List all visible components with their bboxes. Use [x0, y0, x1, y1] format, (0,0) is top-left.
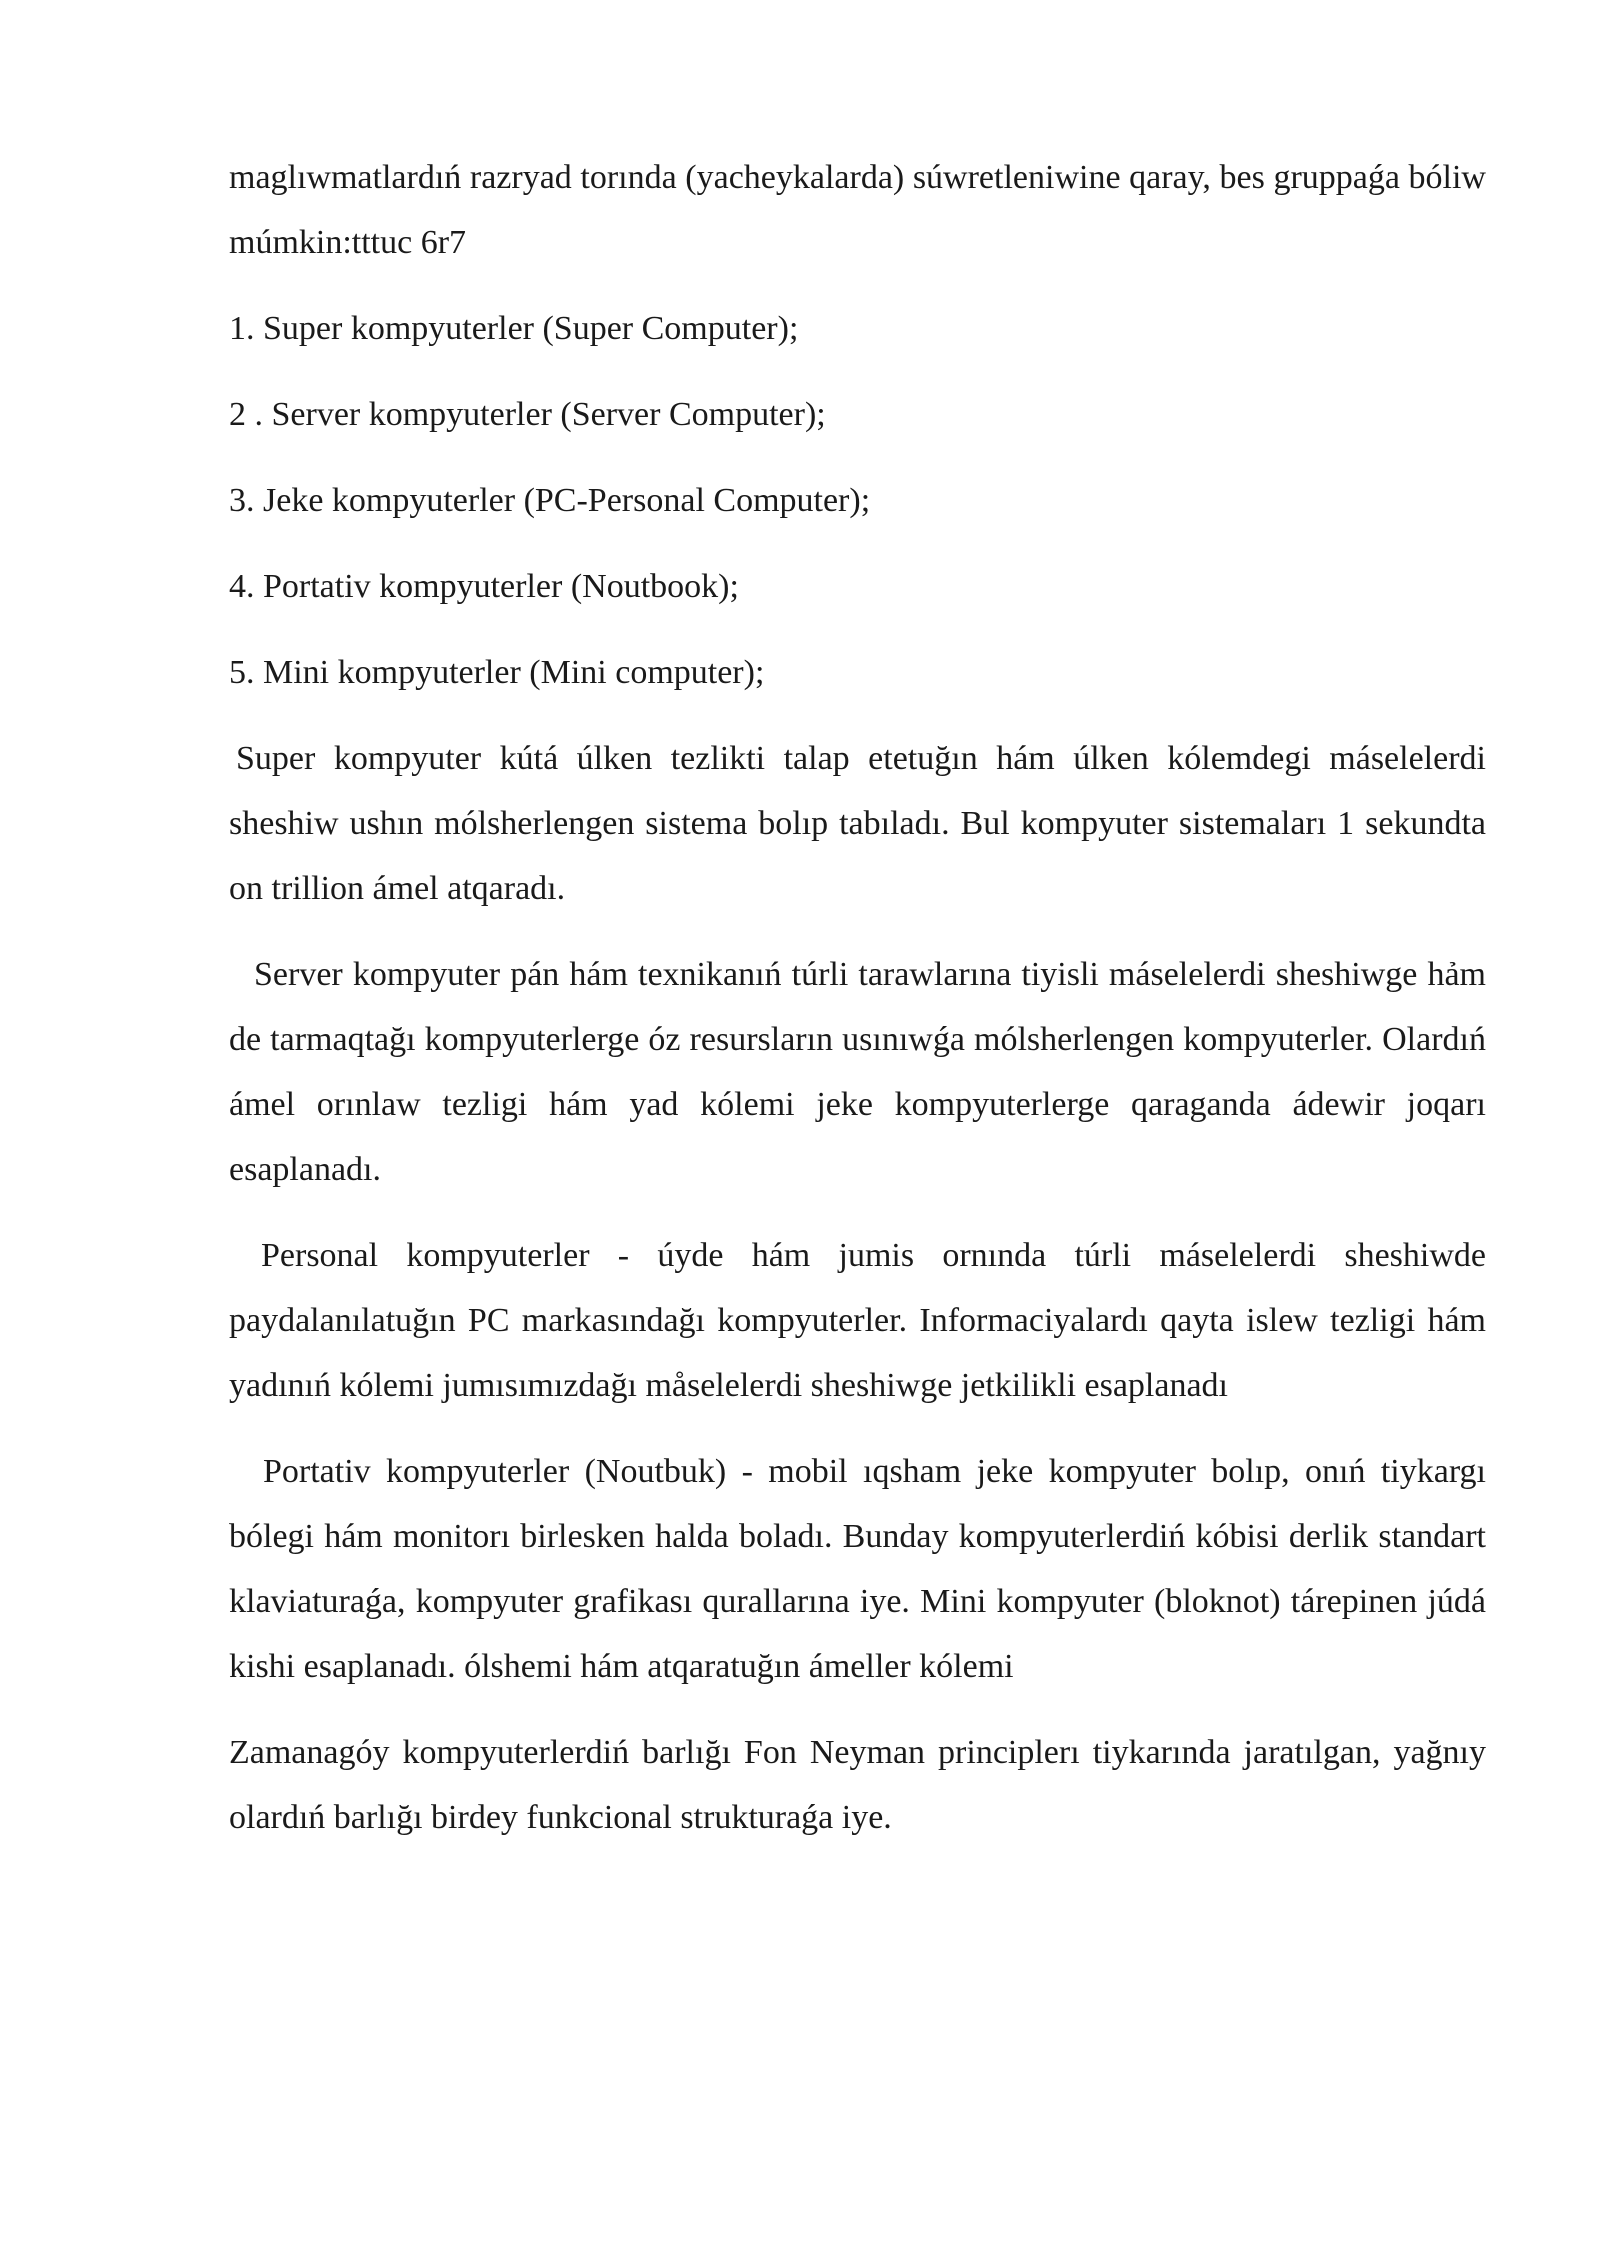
portable-computer-paragraph: Portativ kompyuterler (Noutbuk) - mobil ıqsham jeke kompyuter bolıp, onıń tiykargı bólegi hám monitorı birlesken halda boladı. Bunday kompyuterlerdiń kóbisi derlik standart klaviaturaǵa, kompyuter grafikası qurallarına iye. Mini kompyuter (bloknot) tárepinen júdá kishi esaplanadı. ólshemi hám atqaratuğın ámeller kólemi — [229, 1453, 1486, 1685]
personal-computer-paragraph: Personal kompyuterler - úyde hám jumis ornında túrli máselelerdi sheshiwde paydalanılatuğın PC markasındağı kompyuterler. Informaciyalardı qayta islew tezligi hám yadınıń kólemi jumısımızdağı måselelerdi sheshiwge jetkilikli esaplanadı — [229, 1237, 1486, 1404]
list-item: 4. Portativ kompyuterler (Noutbook); — [229, 568, 739, 605]
von-neumann-paragraph: Zamanagóy kompyuterlerdiń barlığı Fon Neyman principlerı tiykarında jaratılgan, yağnıy olardıń barlığı birdey funkcional strukturaǵa iye. — [229, 1734, 1486, 1836]
super-computer-paragraph: Super kompyuter kútá úlken tezlikti talap etetuğın hám úlken kólemdegi máselelerdi sheshiw ushın mólsherlengen sistema bolıp tabıladı. Bul kompyuter sistemaları 1 sekundta on trillion ámel atqaradı. — [229, 740, 1486, 907]
list-item: 2 . Server kompyuterler (Server Computer); — [229, 396, 826, 433]
list-item: 5. Mini kompyuterler (Mini computer); — [229, 654, 765, 691]
server-computer-paragraph: Server kompyuter pán hám texnikanıń túrli tarawlarına tiyisli máselelerdi sheshiwge hảm de tarmaqtağı kompyuterlerge óz resursların usınıwǵa mólsherlengen kompyuterler. Olardıń ámel orınlaw tezligi hám yad kólemi jeke kompyuterlerge qaraganda ádewir joqarı esaplanadı. — [229, 956, 1486, 1188]
intro-paragraph: maglıwmatlardıń razryad torında (yacheykalarda) súwretleniwine qaray, bes gruppaǵa bóliw múmkin:tttuc 6r7 — [229, 159, 1486, 261]
list-item: 1. Super kompyuterler (Super Computer); — [229, 310, 799, 347]
document-body — [229, 145, 1486, 1871]
list-item: 3. Jeke kompyuterler (PC-Personal Computer); — [229, 482, 871, 519]
